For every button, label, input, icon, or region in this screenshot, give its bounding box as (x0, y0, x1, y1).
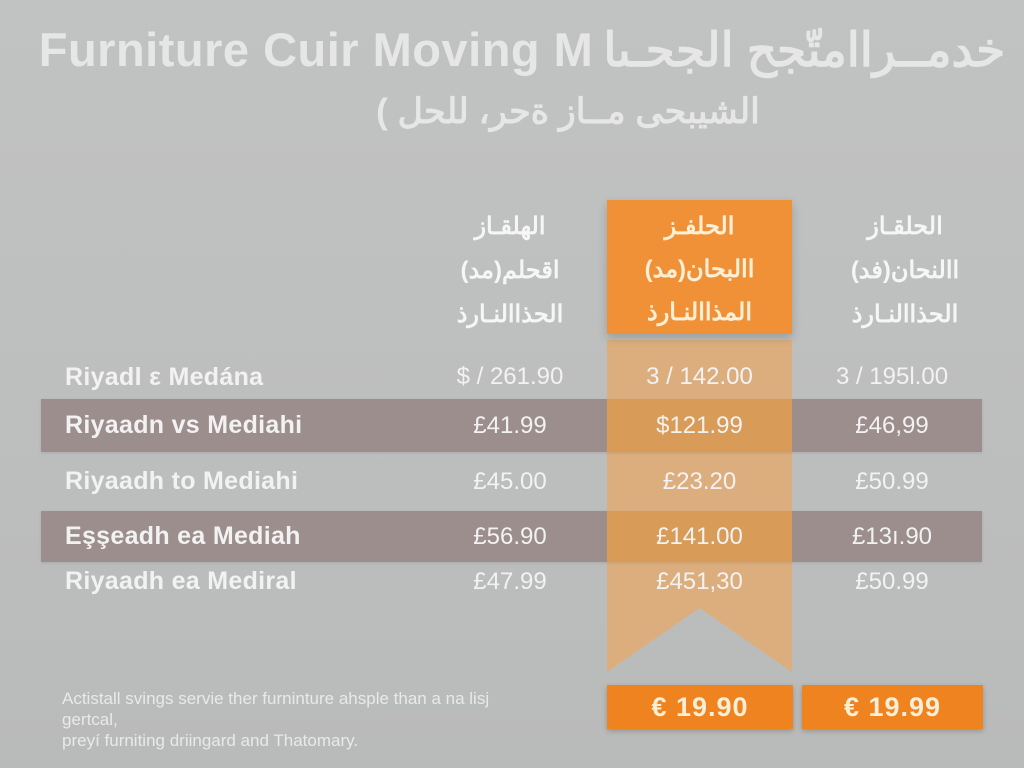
row-label: Riyaadh ea Mediral (65, 567, 297, 595)
price-cell: $ / 261.90 (456, 363, 564, 390)
column-header-line: االبحان(مد) (644, 256, 755, 283)
footer-note-line: Actistall svings servie ther furninture ahsple than a na lisj gertcal, (62, 689, 490, 729)
column-header-line: الحلفـز (664, 213, 735, 240)
price-cell: £50.99 (855, 467, 929, 495)
price-cell-highlighted-column: $121.99 (607, 399, 792, 452)
column-header-line: المذاالنـارذ (647, 299, 752, 326)
column-header-line: الحلقـاز (867, 213, 943, 240)
page-title-arabic: خدمــراامتّجح الجحـىا (603, 23, 1006, 76)
price-cell: £45.00 (473, 467, 547, 495)
price-cell: £13ı.90 (851, 522, 933, 550)
price-cell: £47.99 (473, 567, 547, 595)
price-cell: £50.99 (855, 567, 929, 595)
price-cell: £41.99 (473, 411, 547, 439)
table-row (41, 558, 982, 605)
column-header-line: الحذاالنـارذ (456, 301, 564, 328)
column-header-line: الحذاالنـارذ (851, 301, 959, 328)
page-title-english: Furniture Cuir Moving M (38, 23, 594, 76)
row-label: Eşşeadh ea Mediah (65, 522, 301, 550)
footer-note-line: preyí furniting driingard and Thatomary. (62, 731, 359, 750)
column-header-line: الهلقـاز (474, 213, 546, 240)
price-button-middle-plan[interactable]: € 19.90 (607, 685, 793, 729)
table-row (41, 452, 982, 511)
row-label: Riyaadn vs Mediahi (65, 411, 303, 439)
table-row-highlighted (41, 511, 982, 562)
price-cell-highlighted-column: £141.00 (607, 511, 792, 562)
column-header-line: اقحلم(مد) (460, 257, 560, 284)
column-header-right (820, 200, 990, 334)
price-button-right-plan[interactable]: € 19.99 (802, 685, 983, 729)
price-cell-highlighted-column: 3 / 142.00 (646, 363, 753, 390)
price-cell-highlighted-column: £451,30 (656, 567, 743, 595)
column-header-left (425, 200, 595, 334)
column-header-middle-highlighted (607, 200, 792, 334)
page-subtitle: الشيبحى مــاز ةحر، للحل ) (376, 92, 760, 131)
price-cell: 3 / 195l.00 (835, 363, 949, 390)
price-cell-highlighted-column: £23.20 (662, 467, 737, 495)
row-label: Riyadl ε Medána (65, 362, 264, 391)
table-row (41, 355, 982, 399)
row-label: Riyaadh to Mediahi (65, 467, 299, 495)
price-cell: £56.90 (473, 522, 547, 550)
page-title (20, 22, 1024, 78)
table-row-highlighted (41, 399, 982, 452)
price-cell: £46,99 (855, 411, 929, 439)
column-header-line: االنحان(فد) (850, 257, 960, 284)
footer-note (62, 688, 542, 751)
